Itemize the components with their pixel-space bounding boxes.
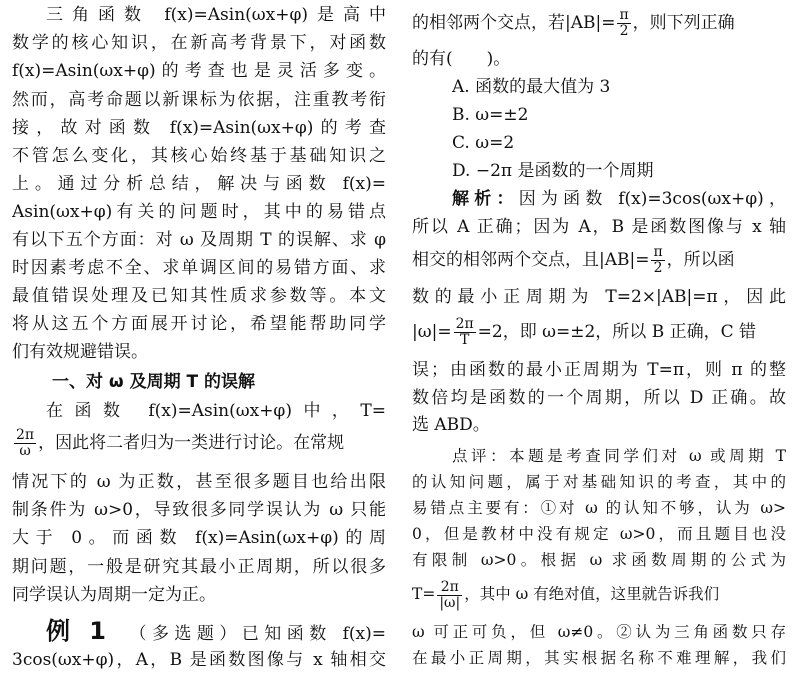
fraction-2pi-omega: $\frac{2\pi}{\omega}$ [16,427,35,459]
para-line: 情况下的 ω 为正数，甚至很多题目也给出限 [12,472,386,492]
option-c: C. ω=2 [452,133,515,153]
para-line: 将从这五个方面展开讨论，希望能帮助同学 [12,314,386,334]
para-line-with-fraction: 相交的相邻两个交点，且|AB|= $\frac{\pi}{2}$ ，所以函 [412,244,735,276]
para-line: 数的最小正周期为 T=2×|AB|=π，因此 [412,287,786,307]
fraction-pi-over-2: $\frac{\pi}{2}$ [619,7,629,39]
comment-line: 易错点主要有：①对 ω 的认知不够，认为 ω> [412,499,786,517]
section-heading: 一、对 ω 及周期 T 的误解 [52,372,256,392]
para-line: 制条件为 ω>0，导致很多同学误认为 ω 只能 [12,500,386,520]
para-line: 数倍均是函数的一个周期，所以 D 正确。故 [412,388,786,408]
comment-line: 在最小正周期，其实根据名称不难理解，我们 [412,649,786,667]
solution-first-line: 解析：因为函数 f(x)=3cos(ωx+φ)， [452,189,786,209]
para-line: 们有效规避错误。 [12,342,148,362]
option-d: D. −2π 是函数的一个周期 [452,161,654,181]
comment-line: 的认知问题，属于对基础知识的考查，其中的 [412,473,786,491]
para-line: 3cos(ωx+φ)，A，B 是函数图像与 x 轴相交 [12,650,386,670]
para-line: 所以 A 正确；因为 A，B 是函数图像与 x 轴 [412,217,786,237]
para-line: f(x)=Asin(ωx+φ)的考查也是灵活多变。 [12,61,386,81]
para-line: 然而，高考命题以新课标为依据，注重教考衔 [12,90,386,110]
example-label: 例 1 [46,617,106,645]
para-line: 有以下五个方面：对 ω 及周期 T 的误解、求 φ [12,230,386,250]
para-line-with-fraction: $\frac{2\pi}{\omega}$ ，因此将二者归为一类进行讨论。在常规 [16,427,345,459]
comment-line: 点评：本题是考查同学们对 ω 或周期 T [452,447,786,465]
para-line: 不管怎么变化，其核心始终基于基础知识之 [12,146,386,166]
option-a: A. 函数的最大值为 3 [452,77,611,97]
para-line: Asin(ωx+φ)有关的问题时，其中的易错点 [12,202,386,222]
fraction-2pi-over-t: $\frac{2\pi}{T}$ [455,316,474,348]
comment-line: 有限制 ω>0。根据 ω 求函数周期的公式为 [412,551,786,569]
para-line: 在函数 f(x)=Asin(ωx+φ)中，T= [46,401,386,421]
fraction-2pi-over-abs-omega: $\frac{2\pi}{|\omega|}$ [439,578,461,611]
para-line: 数学的核心知识，在新高考背景下，对函数 [12,33,386,53]
para-line: 期问题，一般是研究其最小正周期，所以很多 [12,557,386,577]
comment-line: ω 可正可负，但 ω≠0。②认为三角函数只存 [412,623,786,641]
para-line: 时因素考虑不全、求单调区间的易错方面、求 [12,258,386,278]
comment-line: 0，但是教材中没有规定 ω>0，而且题目也没 [412,525,786,543]
para-line: 的有( )。 [412,49,511,69]
para-line-with-fraction: |ω|= $\frac{2\pi}{T}$ =2，即 ω=±2，所以 B 正确，C 错 [412,316,757,348]
para-line: 误；由函数的最小正周期为 T=π，则 π 的整 [412,360,786,380]
para-line: 三角函数 f(x)=Asin(ωx+φ)是高中 [46,5,386,25]
option-b: B. ω=±2 [452,105,529,125]
example-title-line: 例 1 （多选题）已知函数 f(x)= [46,617,386,645]
solution-label: 解析： [452,189,519,209]
para-line: 大于 0。而函数 f(x)=Asin(ωx+φ)的周 [12,528,386,548]
para-line: 接，故对函数 f(x)=Asin(ωx+φ)的考查 [12,118,386,138]
para-line: 选 ABD。 [412,415,490,435]
fraction-pi-over-2: $\frac{\pi}{2}$ [653,244,663,276]
para-line-with-fraction: 的相邻两个交点，若|AB|= $\frac{\pi}{2}$ ，则下列正确 [412,7,735,39]
comment-line-with-fraction: T= $\frac{2\pi}{|\omega|}$ ，其中 ω 有绝对值，这里就告诉我们 [412,578,720,611]
para-line: 最值错误处理及已知其性质求参数等。本文 [12,286,386,306]
para-line: 上。通过分析总结，解决与函数 f(x)= [12,174,386,194]
para-line: 同学误认为周期一定为正。 [12,585,216,605]
